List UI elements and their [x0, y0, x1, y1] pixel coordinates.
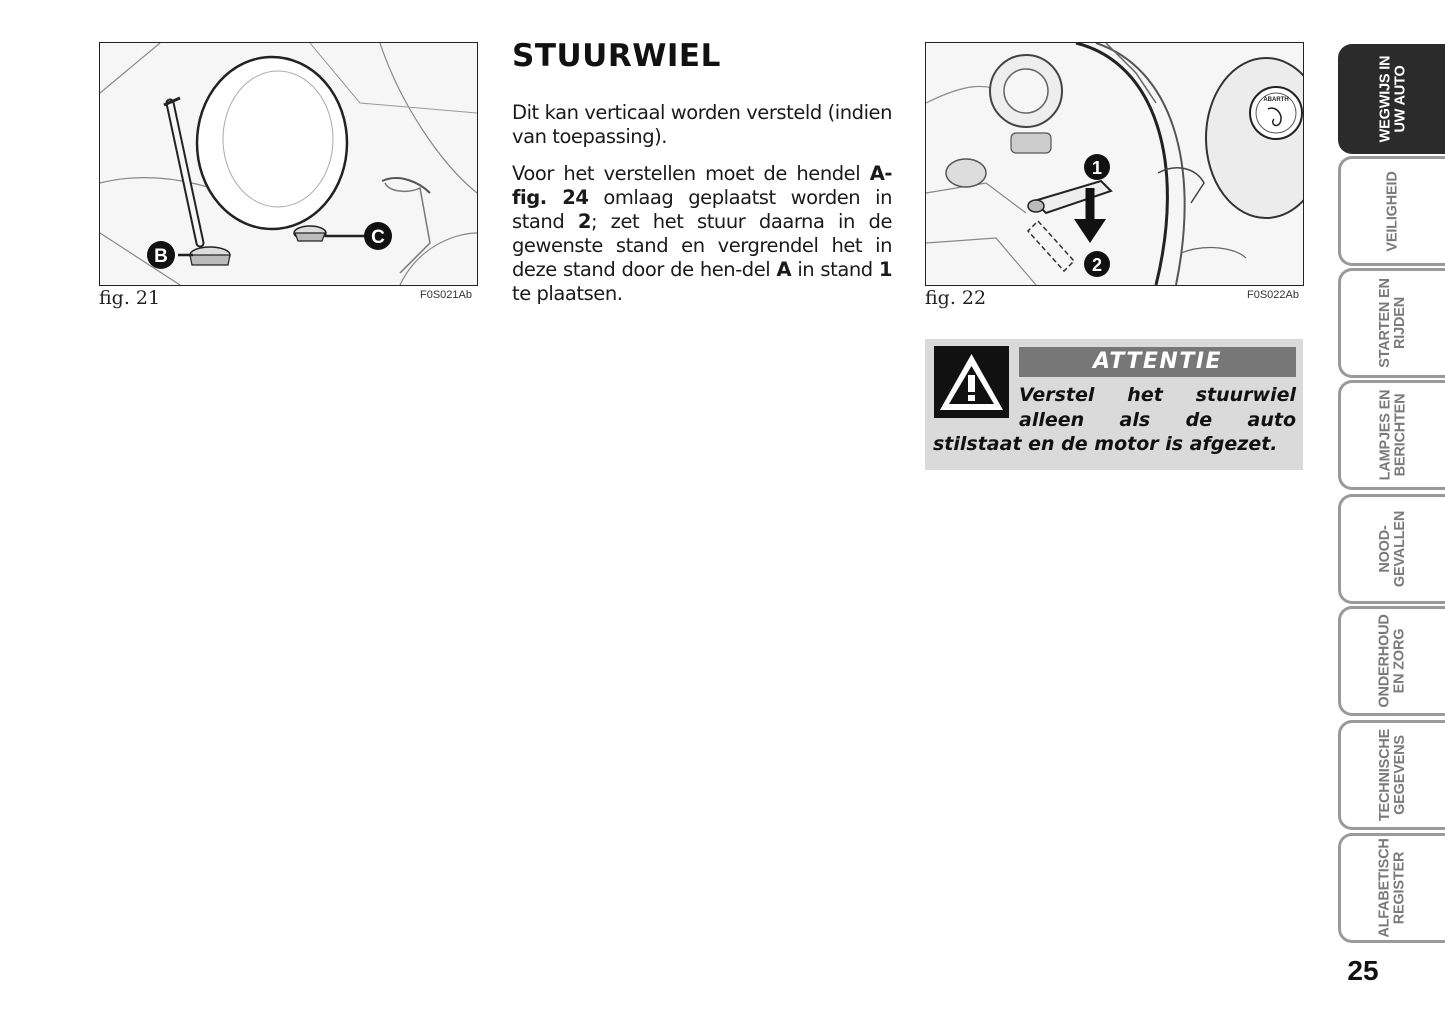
tab-label: NOOD- GEVALLEN — [1377, 510, 1408, 588]
tab-alfabetisch-register[interactable] — [1338, 833, 1445, 943]
tab-label: ALFABETISCH REGISTER — [1377, 838, 1408, 938]
page-number: 25 — [1347, 955, 1379, 986]
tab-lampjes-en-berichten[interactable] — [1338, 380, 1445, 490]
paragraph-2: Voor het verstellen moet de hendel A-fig. 24 omlaag geplaatst worden in stand 2; zet het stuur daarna in de gewenste stand en vergrendel het in deze stand door de hen-del A in stand 1 te plaatsen. — [512, 162, 892, 305]
tab-wegwijs-in-uw-auto[interactable] — [1338, 44, 1445, 154]
tab-onderhoud-en-zorg[interactable] — [1338, 606, 1445, 716]
tab-starten-en-rijden[interactable] — [1338, 268, 1445, 378]
steering-lever-illustration — [926, 43, 1303, 285]
callout-1: 1 — [1091, 158, 1103, 178]
callout-c: C — [371, 227, 385, 248]
abarth-badge-text: ABARTH — [1263, 97, 1289, 103]
warning-title: ATTENTIE — [1019, 347, 1296, 377]
tab-noodgevallen[interactable] — [1338, 494, 1445, 604]
figure-22-code: F0S022Ab — [1247, 289, 1299, 301]
tab-technische-gegevens[interactable] — [1338, 720, 1445, 830]
section-title: STUURWIEL — [512, 38, 721, 74]
paragraph-1: Dit kan verticaal worden versteld (indien van toepassing). — [512, 101, 892, 148]
tab-label: WEGWIJS IN UW AUTO — [1377, 55, 1408, 143]
tab-veiligheid[interactable] — [1338, 156, 1445, 266]
figure-21-steering-column — [99, 42, 478, 286]
tab-label: STARTEN EN RIJDEN — [1376, 278, 1408, 368]
warning-text: Verstel het stuurwiel alleen als de auto stilstaat en de motor is afgezet. — [933, 384, 1296, 455]
figure-21-label: fig. 21 — [99, 287, 161, 309]
figure-22-steering-lever — [925, 42, 1304, 286]
figure-21-code: F0S021Ab — [420, 289, 472, 301]
tab-label: TECHNISCHE GEGEVENS — [1376, 728, 1408, 822]
tab-label: LAMPJES EN BERICHTEN — [1376, 389, 1408, 481]
steering-column-illustration — [100, 43, 477, 285]
warning-box — [925, 339, 1303, 470]
callout-b: B — [154, 246, 168, 267]
figure-22-label: fig. 22 — [925, 287, 987, 309]
tab-label: ONDERHOUD EN ZORG — [1376, 614, 1408, 708]
tab-label: VEILIGHEID — [1384, 170, 1401, 252]
callout-2: 2 — [1091, 255, 1103, 275]
